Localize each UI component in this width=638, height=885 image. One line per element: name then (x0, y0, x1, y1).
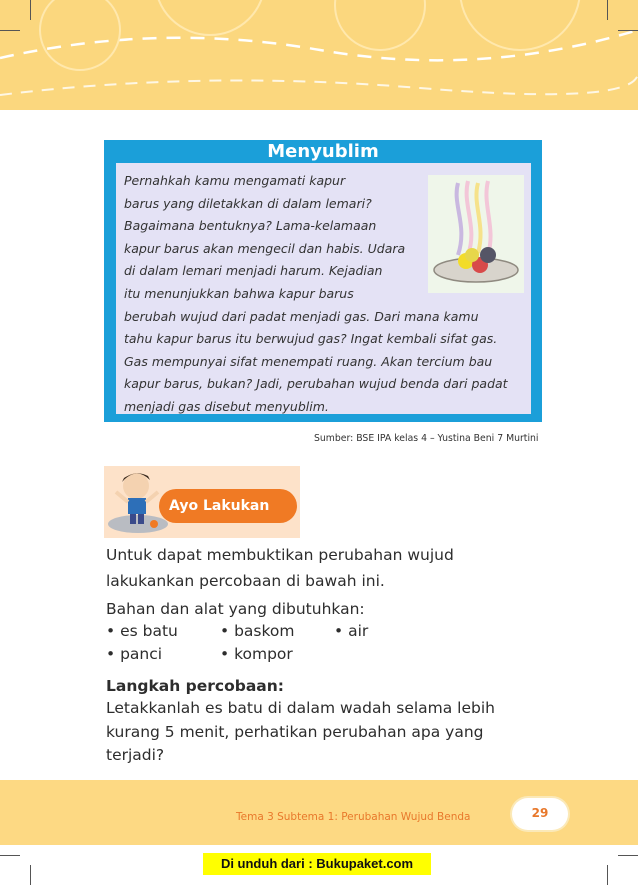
text-line: kapur barus, bukan? Jadi, perubahan wujud benda dari padat (124, 376, 508, 392)
header-band (0, 0, 638, 110)
text-line: berubah wujud dari padat menjadi gas. Dari mana kamu (124, 308, 479, 324)
material-item: kompor (234, 645, 293, 663)
crop-mark (618, 30, 638, 31)
download-source-banner: Di unduh dari : Bukupaket.com (203, 853, 431, 875)
text-line: tahu kapur barus itu berwujud gas? Ingat kembali sifat gas. (124, 331, 498, 347)
crop-mark (607, 0, 608, 20)
material-bullet: • baskom (220, 622, 295, 640)
footer-theme-text: Tema 3 Subtema 1: Perubahan Wujud Benda (236, 811, 471, 823)
text-line: menjadi gas disebut menyublim. (124, 398, 329, 414)
text-line: Gas mempunyai sifat menempati ruang. Akan tercium bau (124, 353, 493, 369)
crop-mark (0, 30, 20, 31)
text-line: Pernahkah kamu mengamati kapur (124, 173, 346, 188)
text-line: barus yang diletakkan di dalam lemari? (124, 195, 372, 211)
text-line: di dalam lemari menjadi harum. Kejadian (124, 263, 383, 279)
material-bullet: • panci (106, 645, 163, 663)
text-line: Bagaimana bentuknya? Lama-kelamaan (124, 218, 377, 234)
text-line: kapur barus akan mengecil dan habis. Udara (124, 240, 406, 256)
crop-mark (30, 0, 31, 20)
info-box-text (124, 170, 534, 419)
text-line: itu menunjukkan bahwa kapur barus (124, 285, 354, 301)
ayo-lakukan-label: Ayo Lakukan (159, 489, 297, 523)
material-bullet: • es batu (106, 622, 178, 640)
material-bullet: • kompor (220, 645, 293, 663)
steps-line-2: kurang 5 menit, perhatikan perubahan apa yang (106, 723, 484, 741)
materials-heading: Bahan dan alat yang dibutuhkan: (106, 600, 365, 618)
intro-line-2: lakukankan percobaan di bawah ini. (106, 572, 385, 590)
image-source-caption: Sumber: BSE IPA kelas 4 – Yustina Beni 7 Murtini (314, 433, 539, 444)
material-item: baskom (234, 622, 295, 640)
crop-mark (0, 855, 20, 856)
decorative-swirls (0, 0, 638, 110)
steps-line-3: terjadi? (106, 746, 165, 764)
crop-mark (30, 865, 31, 885)
crop-mark (607, 865, 608, 885)
page-number: 29 (531, 806, 549, 820)
material-item: panci (120, 645, 163, 663)
material-item: air (348, 622, 369, 640)
material-bullet: • air (334, 622, 369, 640)
material-item: es batu (120, 622, 178, 640)
info-box-title: Menyublim (267, 141, 379, 162)
steps-line-1: Letakkanlah es batu di dalam wadah selama lebih (106, 699, 495, 717)
crop-mark (618, 855, 638, 856)
intro-line-1: Untuk dapat membuktikan perubahan wujud (106, 546, 454, 564)
steps-heading: Langkah percobaan: (106, 677, 285, 695)
